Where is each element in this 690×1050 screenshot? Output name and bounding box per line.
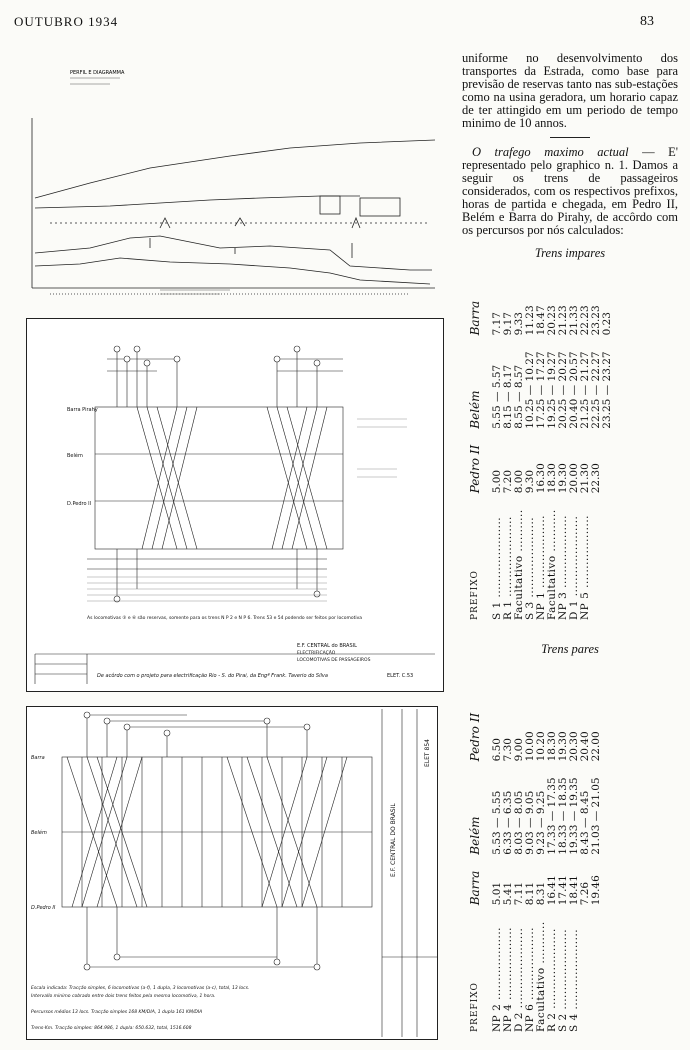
table-cell [602, 437, 613, 502]
table-cell: S 3 ..................... [524, 516, 536, 620]
table-cell [602, 501, 613, 628]
locomotive-schedule-diagram [26, 318, 444, 692]
table-cell: 8.03 — 8.05 [513, 790, 525, 855]
table-impares-header: PREFIXO [470, 570, 480, 620]
table-cell: R 1 ..................... [502, 516, 514, 620]
profile-diagram-drawing [30, 48, 438, 298]
table-cell: 20.00 [568, 463, 580, 494]
fig3-station-barra: Barra [31, 755, 45, 761]
table-cell: NP 6 ................... [524, 926, 536, 1032]
table-cell [580, 913, 591, 1040]
table-cell: 8.15 — 8.17 [502, 364, 514, 429]
table-cell: 7.11 [513, 881, 525, 906]
page-number: 83 [640, 14, 654, 29]
table-cell: 22.30 [590, 463, 602, 494]
table-cell: 10.20 [535, 731, 547, 762]
table-cell: 22.23 [579, 305, 591, 336]
table-row [602, 293, 613, 628]
fig2-note: As locomotivas ⑤ e ⑥ são reservas, somente para os trens N P 2 e N P 6. Trens 53 e 54 podendo ser feitos por locomotiva [87, 616, 363, 621]
table-cell: 10.25 — 10.27 [524, 351, 536, 429]
table-cell: 11.23 [524, 305, 536, 336]
table-cell: 6.50 [491, 738, 503, 762]
table-cell: 10.00 [524, 731, 536, 762]
table-pares-header: PREFIXO [470, 982, 480, 1032]
table-impares-header: Pedro II [468, 444, 482, 494]
fig3-note4: Trens-Km. Tracção simples: 864.986, 1 dupla: 650.632, total, 1516.608 [31, 1026, 192, 1031]
table-cell: 21.25 — 21.27 [579, 351, 591, 429]
profile-label: PERFIL E DIAGRAMMA [70, 70, 125, 76]
table-cell: 22.25 — 22.27 [590, 351, 602, 429]
table-cell: 22.00 [590, 731, 602, 762]
page-header-left: OUTUBRO 1934 [14, 14, 119, 29]
fig3-title: E.F. CENTRAL DO BRASIL [390, 803, 397, 877]
table-cell: 7.26 [579, 881, 591, 906]
table-cell: 20.30 [568, 731, 580, 762]
table-cell: 8.31 [535, 881, 547, 906]
table-row [591, 293, 602, 628]
fig2-sub1: ELECTRIFICAÇÃO [297, 651, 336, 656]
table-impares-grid [468, 293, 613, 628]
table-cell [591, 501, 602, 628]
table-cell: D 2 ..................... [513, 927, 525, 1032]
table-row [580, 293, 591, 628]
table-cell: 21.23 [557, 305, 569, 336]
table-cell: NP 1 ................... [535, 514, 547, 620]
table-cell: 9.33 [513, 312, 525, 336]
table-cell: 7.17 [491, 312, 503, 336]
table-cell: S 2 ..................... [557, 928, 569, 1032]
table-pares-header: Barra [468, 870, 482, 906]
profile-diagram [30, 48, 438, 298]
table-pares-header: Pedro II [468, 712, 482, 762]
table-cell: 5.01 [491, 881, 503, 906]
fig3-note2: Intervallo minimo cobrado entre dois trens feitos pela mesma locomotiva, 1 hora. [31, 994, 216, 999]
table-cell: S 4 ..................... [568, 928, 580, 1032]
table-cell: D 1 ..................... [568, 515, 580, 620]
table-cell: R 2 ..................... [546, 928, 558, 1032]
table-cell: 5.00 [491, 469, 503, 494]
train-graph-drawing [27, 707, 437, 1039]
table-cell: 19.46 [590, 875, 602, 906]
table-cell: 18.30 [546, 463, 558, 494]
table-cell: 18.41 [568, 875, 580, 906]
section-divider [550, 137, 590, 138]
table-cell: Facultativo ........... [546, 509, 558, 620]
table-cell: 18.30 [546, 731, 558, 762]
table-cell: 21.30 [579, 463, 591, 494]
table-cell: 23.23 [590, 305, 602, 336]
fig2-ref: ELET. C.53 [387, 673, 414, 679]
table-cell: 5.41 [502, 881, 514, 906]
table-pares [468, 670, 678, 1040]
table-pares-header: Belém [468, 816, 482, 855]
table-cell: 23.25 — 23.27 [601, 351, 613, 429]
paragraph-2-body: — E' representado pelo graphico n. 1. Damos a seguir os trens de passageiros considerados, com os respectivos prefixos, horas de partida e chegada, em Pedro II, Belém e Barra do Pirahy, de accôrdo com os percursos por nós calculados: [462, 145, 678, 237]
fig3-station-belem: Belém [31, 830, 47, 836]
table-cell: 9.17 [502, 312, 514, 336]
table-row [591, 705, 602, 1040]
table-cell: 9.30 [524, 469, 536, 494]
table-cell: NP 4 ................... [502, 926, 514, 1032]
table-cell: 16.30 [535, 463, 547, 494]
fig3-station-pedro: D.Pedro II [31, 905, 56, 911]
table-cell: 20.40 — 20.57 [568, 351, 580, 429]
station-label-barra: Barra Pirahy [67, 407, 98, 413]
table-cell: 20.23 [546, 305, 558, 336]
table-cell: 17.33 — 17.35 [546, 777, 558, 855]
table-cell: 7.30 [502, 738, 514, 762]
table-impares-header: Belém [468, 390, 482, 429]
fig3-note3: Percursos médios 13 locs. Tracção simples 168 KM/DIA, 1 dupla 161 KM/DIA [31, 1010, 203, 1015]
table-cell: NP 5 ................... [579, 514, 591, 620]
table-cell: Facultativo ........... [535, 921, 547, 1032]
table-cell: 17.25 — 17.27 [535, 351, 547, 429]
table-cell: 20.25 — 20.27 [557, 351, 569, 429]
table-cell: 19.30 [557, 731, 569, 762]
table-cell: 19.30 [557, 463, 569, 494]
table-cell: 18.47 [535, 305, 547, 336]
table-cell: 7.20 [502, 469, 514, 494]
table-pares-title: Trens pares [541, 642, 599, 656]
train-graph-diagram [26, 706, 438, 1040]
table-cell: 8.00 [513, 469, 525, 494]
table-cell: Facultativo ........... [513, 509, 525, 620]
table-cell: 5.53 — 5.55 [491, 790, 503, 855]
table-cell: 20.40 [579, 731, 591, 762]
body-paragraph-2 [462, 146, 678, 237]
table-impares-title: Trens impares [534, 246, 606, 260]
table-cell: 9.00 [513, 738, 525, 762]
station-label-belem: Belém [67, 453, 83, 459]
fig3-note1: Escala indicada: Tracção simples, 6 locomotivas (a-f), 1 dupla, 3 locomotivas (a-c), total, 13 locs. [31, 986, 250, 991]
table-cell: 19.25 — 19.27 [546, 351, 558, 429]
fig2-title: E.F. CENTRAL do BRASIL [297, 643, 357, 649]
table-cell: 6.33 — 6.35 [502, 790, 514, 855]
table-cell: 8.43 — 8.45 [579, 790, 591, 855]
fig2-sub2: LOCOMOTIVAS DE PASSAGEIROS [297, 658, 371, 663]
table-cell: S 1 ..................... [491, 516, 503, 620]
table-impares-header: Barra [468, 300, 482, 336]
table-cell [591, 913, 602, 1040]
table-impares [468, 264, 678, 628]
locomotive-schedule-drawing [27, 319, 443, 691]
paragraph-2-lead: O trafego maximo actual [472, 145, 629, 159]
table-cell: 19.33 — 19.35 [568, 777, 580, 855]
table-cell: 0.23 [601, 312, 613, 336]
table-cell: 9.03 — 9.05 [524, 790, 536, 855]
table-pares-grid [468, 705, 602, 1040]
table-cell: NP 2 ................... [491, 926, 503, 1032]
table-cell: 8.55 — 8.57 [513, 364, 525, 429]
fig2-footer: De acôrdo com o projeto para electrificação Rio - S. do Pirai, da Engª Frank. Taverio do Silva [97, 673, 328, 679]
table-cell: 5.55 — 5.57 [491, 364, 503, 429]
table-cell: 9.23 — 9.25 [535, 790, 547, 855]
table-cell: 21.33 [568, 305, 580, 336]
table-cell: 8.11 [524, 881, 536, 906]
station-label-pedro: D.Pedro II [67, 501, 92, 507]
table-cell: 17.41 [557, 875, 569, 906]
fig3-ref: ELET 854 [424, 739, 431, 767]
table-cell: 18.33 — 18.35 [557, 777, 569, 855]
table-cell: 16.41 [546, 875, 558, 906]
table-cell: 21.03 — 21.05 [590, 777, 602, 855]
body-paragraph-1: uniforme no desenvolvimento dos transportes da Estrada, como base para previsão de reservas tanto nas sub-estações como na usina geradora, um horario capaz de ter attingido em um periodo de tempo minimo de 10 annos. [462, 51, 678, 130]
table-cell: NP 3 ................... [557, 514, 569, 620]
